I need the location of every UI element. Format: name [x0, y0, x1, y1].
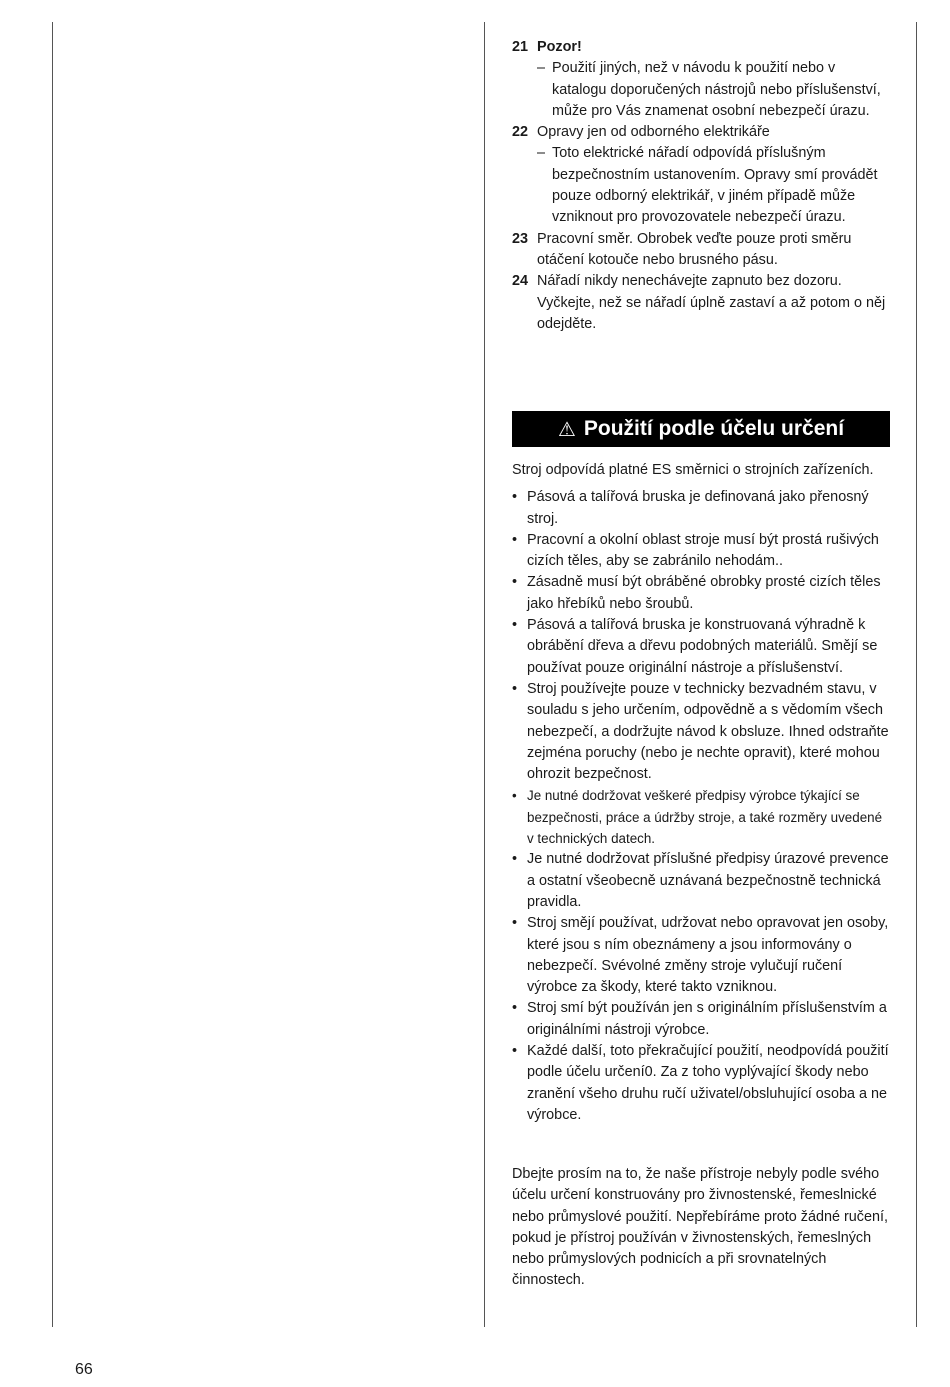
left-margin-rule: [52, 22, 53, 1327]
item-subpoint: – Toto elektrické nářadí odpovídá příslušným bezpečnostním ustanovením. Opravy smí provádět pouze odborný elektrikář, v jiném případě může vzniknout pro provozovatele nebezpečí úrazu.: [537, 143, 890, 228]
list-item: • Je nutné dodržovat veškeré předpisy výrobce týkající se bezpečnosti, práce a údržby stroje, a také rozměry uvedené v technických datech.: [512, 788, 883, 847]
safety-items-list: [512, 37, 890, 335]
safety-item: [512, 37, 890, 122]
right-margin-rule: [916, 22, 917, 1327]
list-item: • Stroj smí být používán jen s originálním příslušenstvím a originálními nástroji výrobce.: [512, 1000, 887, 1038]
item-heading: Pozor!: [537, 39, 582, 55]
list-item: • Stroj používejte pouze v technicky bezvadném stavu, v souladu s jeho určením, odpovědně a s vědomím všech nebezpečí, a dodržujte návod k obsluze. Ihned odstraňte zejména poruchy (nebo je nechte opravit), které mohou ohrozit bezpečnost.: [512, 680, 889, 783]
item-subpoint-text: Použití jiných, než v návodu k použití nebo v katalogu doporučených nástrojů nebo příslušenství, může pro Vás znamenat osobní nebezpečí úrazu.: [552, 60, 881, 119]
list-item: • Pásová a talířová bruska je konstruovaná výhradně k obrábění dřeva a dřevu podobných materiálů. Smějí se používat pouze originální nástroje a příslušenství.: [512, 617, 878, 676]
item-heading: Nářadí nikdy nenechávejte zapnuto bez dozoru. Vyčkejte, než se nářadí úplně zastaví a až potom o něj odejděte.: [537, 273, 886, 332]
column-divider-rule: [484, 22, 485, 1327]
section-banner: [512, 411, 890, 447]
section-body: [512, 460, 890, 1126]
list-item: • Stroj smějí používat, udržovat nebo opravovat jen osoby, které jsou s ním obeznámeny a jsou informovány o nebezpečí. Svévolné změny stroje vylučují ručení výrobce za škody, které takto vzniknou.: [512, 915, 889, 996]
item-heading: Opravy jen od odborného elektrikáře: [537, 124, 770, 141]
item-number: 23: [512, 230, 529, 247]
safety-item: [512, 122, 890, 228]
page-number: 66: [75, 1361, 93, 1378]
item-number: 22: [512, 124, 529, 141]
section-intro: Stroj odpovídá platné ES směrnici o strojních zařízeních.: [512, 462, 874, 478]
item-number: 24: [512, 273, 529, 290]
list-item: • Pracovní a okolní oblast stroje musí být prostá rušivých cizích těles, aby se zabránilo nehodám..: [512, 531, 879, 570]
warning-triangle-icon: ⚠: [557, 418, 576, 441]
usage-bullet-list: [512, 487, 890, 1126]
list-item: • Zásadně musí být obráběné obrobky prosté cizích těles jako hřebíků nebo šroubů.: [512, 574, 881, 612]
closing-paragraph: Dbejte prosím na to, že naše přístroje nebyly podle svého účelu určení konstruovány pro živnostenské, řemeslnické nebo průmyslové použití. Nepřebíráme proto žádné ručení, pokud je přístroj používán v živnostenských, řemeslných nebo průmyslových podnicích a při srovnatelných činnostech.: [512, 1166, 888, 1289]
list-item: • Je nutné dodržovat příslušné předpisy úrazové prevence a ostatní všeobecně uznávaná bezpečnostně technická pravidla.: [512, 851, 889, 910]
safety-item: [512, 229, 890, 272]
item-heading: Pracovní směr. Obrobek veďte pouze proti směru otáčení kotouče nebo brusného pásu.: [537, 230, 852, 268]
item-subpoint-text: Toto elektrické nářadí odpovídá příslušným bezpečnostním ustanovením. Opravy smí provádět pouze odborný elektrikář, v jiném případě může vzniknout pro provozovatele nebezpečí úrazu.: [552, 145, 878, 226]
safety-item: [512, 271, 890, 335]
list-item: • Pásová a talířová bruska je definovaná jako přenosný stroj.: [512, 489, 869, 527]
section-title: Použití podle účelu určení: [583, 417, 845, 440]
list-item: • Každé další, toto překračující použití, neodpovídá použití podle účelu určení0. Za z toho vyplývající škody nebo zranění všeho druhu ručí uživatel/obsluhující osoba a ne výrobce.: [512, 1043, 889, 1123]
item-subpoint: – Použití jiných, než v návodu k použití nebo v katalogu doporučených nástrojů nebo příslušenství, může pro Vás znamenat osobní nebezpečí úrazu.: [537, 58, 890, 122]
item-number: 21: [512, 39, 529, 55]
